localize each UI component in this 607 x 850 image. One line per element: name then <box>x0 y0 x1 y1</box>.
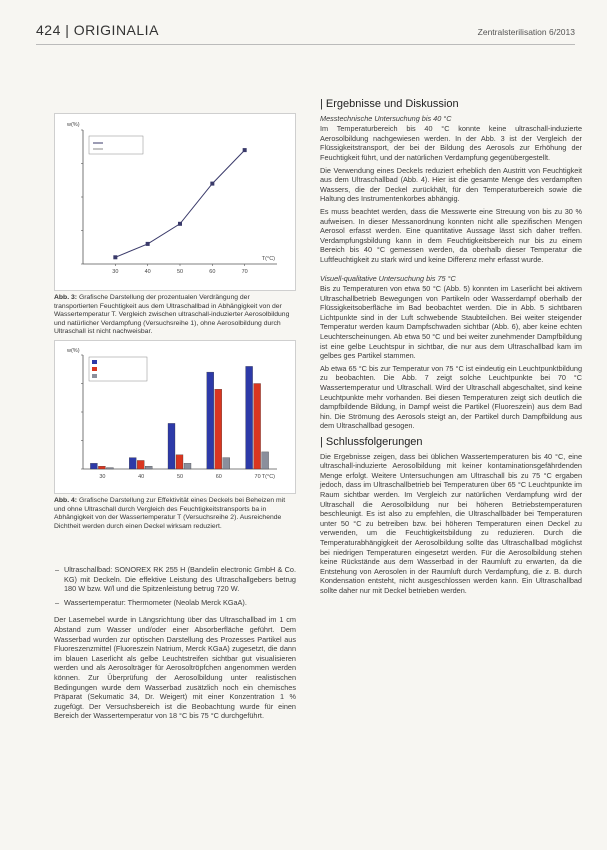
x-tick-label: 50 <box>176 474 184 480</box>
bar <box>207 372 214 469</box>
x-tick-label: 70 <box>241 269 248 275</box>
y-axis-label: w(%) <box>67 348 80 354</box>
figure-4-caption <box>54 497 294 531</box>
subheading: Messtechnische Untersuchung bis 40 °C <box>320 113 452 123</box>
caption-text: Grafische Darstellung zur Effektivität eines Deckels bei Beheizen mit und ohne Ultraschall durch Vergleich des Feuchtigkeitstransports ba in Abhängigkeit von der Wassertemperatur T (Versuchsreihe 2). Ausreichende Dichtheit werden durch einen Deckel wirksam reduziert. <box>54 497 286 530</box>
left-column-text <box>54 565 296 724</box>
line-chart <box>55 114 295 290</box>
page-section-label: 424 | ORIGINALIA <box>36 22 159 38</box>
bar <box>254 384 261 470</box>
data-point <box>146 242 150 246</box>
paragraph: Ab etwa 65 °C bis zur Temperatur von 75 °C ist eindeutig ein Leuchtpunktbildung zu beobachten. Die Abb. 7 zeigt solche Leuchtpunkte bei 70 °C Wassertemperatur und Ultraschall. Wird der Ultraschall abgeschaltet, sind keine Leuchtpunkte mehr vorhanden. Bei diesen Temperaturen zeigt sich deutlich die dampfbildende Bildung, in Dampf weist die Partikel (Fluoreszein) aus dem Bad hin. Die Strömung des Aerosols steigt an, der Partikel durch Dampfbildung aus dem Ultraschallbad gesogen. <box>320 363 582 431</box>
equipment-list <box>54 565 296 607</box>
section-heading: | Schlussfolgerungen <box>320 436 423 448</box>
section-title: Ergebnisse und Diskussion <box>325 98 459 110</box>
x-axis-label: T(°C) <box>261 474 275 480</box>
bar <box>137 460 144 469</box>
y-axis-label: w(%) <box>67 122 80 128</box>
legend <box>89 136 143 154</box>
x-tick-label: 40 <box>138 474 145 480</box>
bar-chart <box>55 341 295 493</box>
data-point <box>210 182 214 186</box>
x-tick-label: 60 <box>209 269 216 275</box>
paragraph: Es muss beachtet werden, dass die Messwerte eine Streuung von bis zu 30 % aufweisen. In dieser Messanordnung konnten nicht alle spezifischen Mengen Aerosol erfasst werden. Eine quantitative Aussage lässt sich daher treffen. Verdampfungsbildung kann in dem Feuchtigkeitsbereich nur bis zu einem Bereich bis 40 °C gemessen werden, da oberhalb dieser Temperatur die Luftfeuchtigkeit zu stark wird und keine Differenz mehr erfasst wurde. <box>320 206 582 264</box>
paragraph: Die Verwendung eines Deckels reduziert erheblich den Austritt von Feuchtigkeit aus dem Ultraschallbad (Abb. 4). Hier ist die gesamte Menge des verdampften Wassers, die der Deckel zurückhält, für den Temperaturbereich sowie die Haltung des Instrumentenkorbes abhängig. <box>320 165 582 204</box>
bar <box>223 458 230 469</box>
bar <box>106 468 113 469</box>
legend-swatch <box>92 360 97 364</box>
x-tick-label: 50 <box>176 269 184 275</box>
legend-box <box>89 136 143 154</box>
bar <box>90 463 97 469</box>
header-rule <box>36 44 575 45</box>
bar <box>98 466 105 469</box>
legend-swatch <box>92 374 97 378</box>
section-heading: | Ergebnisse und Diskussion <box>320 98 459 110</box>
x-axis-label: T(°C) <box>261 256 275 262</box>
paragraph: Bis zu Temperaturen von etwa 50 °C (Abb. 5) konnten im Laserlicht bei aktivem Ultraschallbetrieb Bewegungen von Partikeln oder Wasserdampf oberhalb der Flüssigkeitsoberfläche im Bad beobachtet werden. Die in Abb. 5 sichtbaren Lichtpunkte sind in der Luft schwebende Staubteilchen. Bei weiter steigender Temperatur werden kaum Dampfschwaden sichtbar (Abb. 6), aber keine echten Leuchterscheinungen. Ab etwa 50 °C und bei weiter zunehmender Dampfbildung ist eine gelbe Leuchtspur in sichtbar, die nur aus dem Ultraschallbad kam im gelbes ges Partikel stammen. <box>320 284 582 361</box>
caption-text: Grafische Darstellung der prozentualen Verdrängung der transportierten Feuchtigkeit aus dem Ultraschallbad in Abhängigkeit von der Wassertemperatur T. Vergleich zwischen ultraschall-induzierter Aerosolbildung und natürlicher Verdampfung (Versuchsreihe 1), ohne Aerosolbildung durch Ultraschall ist nicht nachweisbar. <box>54 294 290 336</box>
caption-label: Abb. 3: <box>54 294 78 301</box>
figure-4 <box>54 340 296 494</box>
data-point <box>178 222 182 226</box>
bar <box>184 463 191 469</box>
subheading: Visuell-qualitative Untersuchung bis 75 °C <box>320 273 456 283</box>
x-tick-label: 40 <box>144 269 151 275</box>
caption-label: Abb. 4: <box>54 497 78 504</box>
paragraph: Der Lasernebel wurde in Längsrichtung über das Ultraschallbad im 1 cm Abstand zum Wasser und/oder einer Absorberfläche geführt. Dem Wasserbad wurden zur optischen Darstellung des Prozesses Partikel aus Fluoreszenzmittel (Fluoreszein Natrium, Merck KGaA) zugesetzt, die dann im blauen Laserlicht als gelbe Leuchtstreifen sichtbar gut visualisieren werden und als Aerosolträger für Aerosoltröpfchen angenommen werden können. Zur Überprüfung der Aerosolbildung unter realistischen Bedingungen wurde dem Wasserbad zusätzlich noch ein chemisches Präparat (Sekumatic 34, Dr. Weigert) mit einer Konzentration 1 % zugefügt. Der Versuchsbereich ist die Beobachtung wurde für einen Bereich der Wassertemperatur von 18 °C bis 75 °C durchgeführt. <box>54 615 296 721</box>
paragraph: Die Ergebnisse zeigen, dass bei üblichen Wassertemperaturen bis 40 °C, eine ultraschall-induzierte Aerosolbildung mit keiner kontaminationsgefährdenden Menge erfolgt. Weitere Untersuchungen am Ultraschall bis zu 75 °C ergaben jedoch, dass im Ultraschallbetrieb bei Temperaturen über 65 °C Leuchtpunkte im Raum sichtbar werden. Im Vergleich zur natürlichen Verdampfung wird der Ultraschall die Aerosolbildung nur bei höheren Betriebstemperaturen beschleunigt. Es ist also zu empfehlen, die Ultraschallbäder bei Temperaturen unter 50 °C zu betreiben bzw. bei höheren Temperaturen einen Deckel zu verwenden, um die Feuchtigkeitsbildung zu reduzieren. Durch die Temperaturabhängigkeit der Aerosolbildung sollte das Ultraschallbad möglichst bei niedrigen Temperaturen eingesetzt werden. Für die Aerosolbildung stehen keine Rückstände aus dem Wasserbad in der Raumluft zu erwarten, da die Entstehung von Aerosolen in der Raumluft durch Verdampfung, die z. B. durch Kondensation entsteht, nicht ausgeschlossen werden kann. Ein Ultraschallbad sollte daher nur mit Deckel betrieben werden. <box>320 451 582 595</box>
data-point <box>243 148 247 152</box>
bar <box>176 455 183 469</box>
x-tick-label: 30 <box>99 474 106 480</box>
page-header <box>36 22 575 44</box>
legend <box>89 357 147 381</box>
figure-3-caption <box>54 294 294 337</box>
right-column-text <box>320 100 582 599</box>
bar <box>262 452 269 469</box>
list-item: – Wassertemperatur: Thermometer (Neolab Merck KGaA). <box>64 598 296 608</box>
bar <box>246 366 253 469</box>
bar <box>129 458 136 469</box>
list-item: – Ultraschallbad: SONOREX RK 255 H (Bandelin electronic GmbH & Co. KG) mit Deckeln. Die effektive Leistung des Ultraschallgebers betrug 180 W bzw. W/l und die Spitzenleistung betrug 720 W. <box>64 565 296 594</box>
bar <box>215 389 222 469</box>
data-point <box>113 255 117 259</box>
series-line <box>115 150 244 257</box>
x-tick-label: 60 <box>215 474 222 480</box>
legend-swatch <box>92 367 97 371</box>
section-title: Schlussfolgerungen <box>325 436 423 448</box>
bar <box>145 466 152 469</box>
x-tick-label: 70 <box>254 474 261 480</box>
paragraph: Im Temperaturbereich bis 40 °C konnte keine ultraschall-induzierte Aerosolbildung nachgewiesen werden. In der Abb. 3 ist der Vergleich der Flüssigkeitstransport, der bei der Bildung des Aerosols zur Erhöhung der Feuchtigkeit führt, und der natürlichen Verdampfung gegenübergestellt. <box>320 124 582 162</box>
x-tick-label: 30 <box>112 269 119 275</box>
bar <box>168 423 175 469</box>
legend-box <box>89 357 147 381</box>
figure-3 <box>54 113 296 291</box>
journal-label: Zentralsterilisation 6/2013 <box>477 27 575 37</box>
